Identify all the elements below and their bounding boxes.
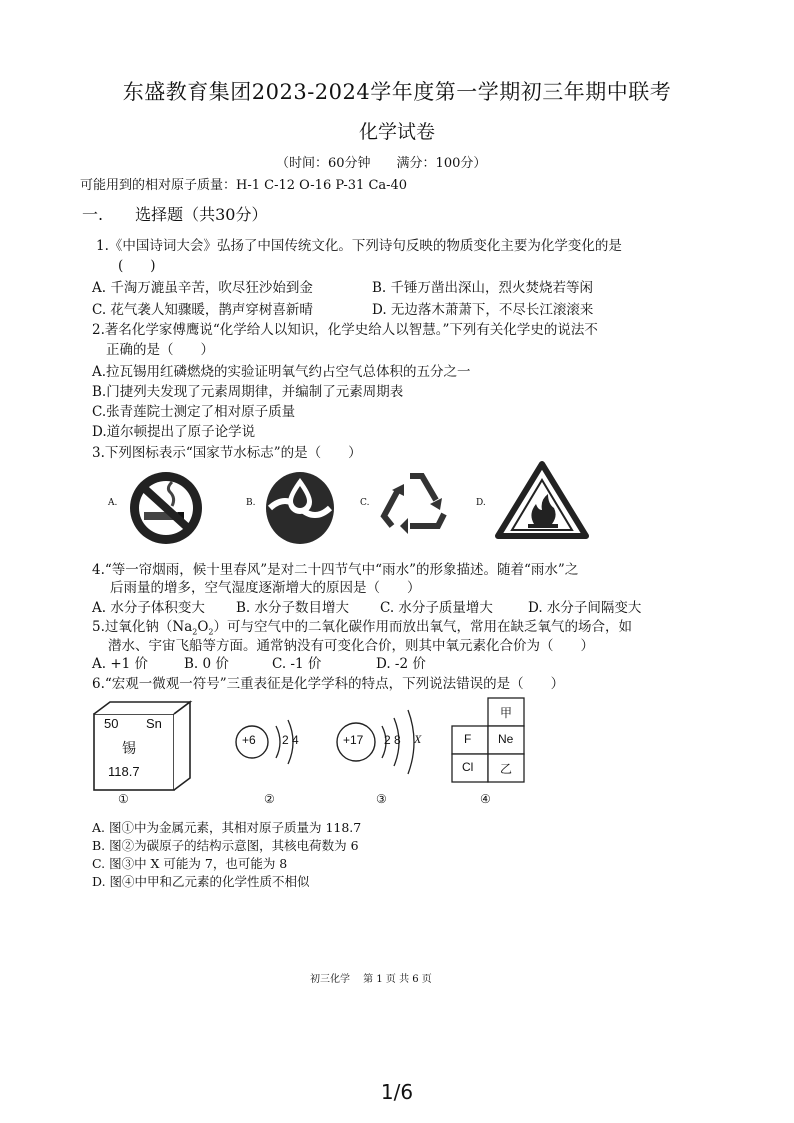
atom3-nucleus: +17 <box>343 733 364 747</box>
cell-atomic-number: 50 <box>104 716 119 731</box>
q4-stem-line1: 4.“等一帘烟雨，候十里春风”是对二十四节气中“雨水”的形象描述。随着“雨水”之 <box>92 562 579 578</box>
q6-option-a: A. 图①中为金属元素，其相对原子质量为 118.7 <box>92 820 362 835</box>
figure-caption-4: ④ <box>480 792 491 806</box>
q1-option-d: D. 无边落木萧萧下，不尽长江滚滚来 <box>372 302 594 318</box>
figure-caption-3: ③ <box>376 792 387 806</box>
table-cell-f: F <box>464 732 472 746</box>
q5-stem-part2: O <box>197 619 209 635</box>
q3-label-d: D. <box>476 498 486 508</box>
flammable-warning-icon <box>494 460 590 540</box>
figure-caption-2: ② <box>264 792 275 806</box>
q3-label-b: B. <box>246 498 256 508</box>
table-cell-ne: Ne <box>498 732 514 746</box>
q6-stem: 6.“宏观一微观一符号”三重表征是化学学科的特点，下列说法错误的是（ ） <box>92 676 565 692</box>
q5-option-b: B. 0 价 <box>184 656 229 672</box>
q5-option-a: A. +1 价 <box>92 656 149 672</box>
q6-option-c: C. 图③中 X 可能为 7，也可能为 8 <box>92 856 288 871</box>
table-cell-cl: Cl <box>462 760 474 774</box>
q2-option-d: D.道尔顿提出了原子论学说 <box>92 424 256 440</box>
q5-option-d: D. -2 价 <box>376 656 426 672</box>
q6-option-d: D. 图④中甲和乙元素的化学性质不相似 <box>92 874 310 889</box>
cell-name: 锡 <box>122 741 136 757</box>
q5-stem-part3: ）可与空气中的二氧化碳作用而放出氧气，常用在缺乏氧气的场合，如 <box>213 619 633 635</box>
recycle-icon <box>374 470 458 540</box>
page-footer: 初三化学 第 1 页 共 6 页 <box>310 974 432 985</box>
q5-stem-line2: 潜水、宇宙飞船等方面。通常钠没有可变化合价，则其中氧元素化合价为（ ） <box>108 638 594 654</box>
q4-option-d: D. 水分子间隔变大 <box>528 600 642 616</box>
q3-label-c: C. <box>360 498 370 508</box>
atom3-shells: 2 8 <box>384 733 401 747</box>
q2-stem-line2: 正确的是（ ） <box>106 342 214 358</box>
q6-option-b: B. 图②为碳原子的结构示意图，其核电荷数为 6 <box>92 838 359 853</box>
q5-option-c: C. -1 价 <box>272 656 322 672</box>
q1-option-c: C. 花气袭人知骤暖，鹊声穿树喜新晴 <box>92 302 313 318</box>
q2-option-b: B.门捷列夫发现了元素周期律，并编制了元素周期表 <box>92 384 404 400</box>
water-saving-icon <box>264 468 336 546</box>
atom2-nucleus: +6 <box>242 733 256 747</box>
q4-option-b: B. 水分子数目增大 <box>236 600 350 616</box>
cell-mass: 118.7 <box>108 764 140 779</box>
atomic-masses: 可能用到的相对原子质量：H-1 C-12 O-16 P-31 Ca-40 <box>80 178 408 193</box>
q5-sub-1: 2 <box>192 627 198 637</box>
q2-option-c: C.张青莲院士测定了相对原子质量 <box>92 404 296 420</box>
table-cell-yi: 乙 <box>500 762 513 776</box>
q1-option-b: B. 千锤万凿出深山，烈火焚烧若等闲 <box>372 280 594 296</box>
q5-sub-2: 2 <box>208 627 214 637</box>
q4-option-a: A. 水分子体积变大 <box>92 600 205 616</box>
q1-stem-line2: ( ) <box>118 258 156 274</box>
section-title: 一. 选择题（共30分） <box>82 205 268 224</box>
no-smoking-icon <box>126 468 206 548</box>
exam-info: （时间：60分钟 满分：100分） <box>276 156 487 171</box>
exam-subtitle: 化学试卷 <box>358 121 435 143</box>
table-cell-jia: 甲 <box>500 706 513 720</box>
q4-stem-line2: 后雨量的增多，空气湿度逐渐增大的原因是（ ） <box>110 580 421 596</box>
q1-stem-line1: 1.《中国诗词大会》弘扬了中国传统文化。下列诗句反映的物质变化主要为化学变化的是 <box>96 238 622 254</box>
q2-stem-line1: 2.著名化学家傅鹰说“化学给人以知识，化学史给人以智慧。”下列有关化学史的说法不 <box>92 322 598 338</box>
exam-title: 东盛教育集团2023-2024学年度第一学期初三年期中联考 <box>122 80 672 104</box>
q3-label-a: A. <box>108 498 118 508</box>
q2-option-a: A.拉瓦锡用红磷燃烧的实验证明氧气约占空气总体积的五分之一 <box>92 364 471 380</box>
q3-stem: 3.下列图标表示“国家节水标志”的是（ ） <box>92 445 362 461</box>
q1-option-a: A. 千淘万漉虽辛苦，吹尽狂沙始到金 <box>92 280 313 296</box>
cell-symbol: Sn <box>146 716 162 731</box>
figure-caption-1: ① <box>118 792 129 806</box>
atom3-x: X <box>414 732 422 746</box>
q5-stem-part1: 5.过氧化钠（Na <box>92 619 193 635</box>
q4-option-c: C. 水分子质量增大 <box>380 600 493 616</box>
page-indicator: 1/6 <box>380 1080 414 1104</box>
atom2-shells: 2 4 <box>282 733 299 747</box>
